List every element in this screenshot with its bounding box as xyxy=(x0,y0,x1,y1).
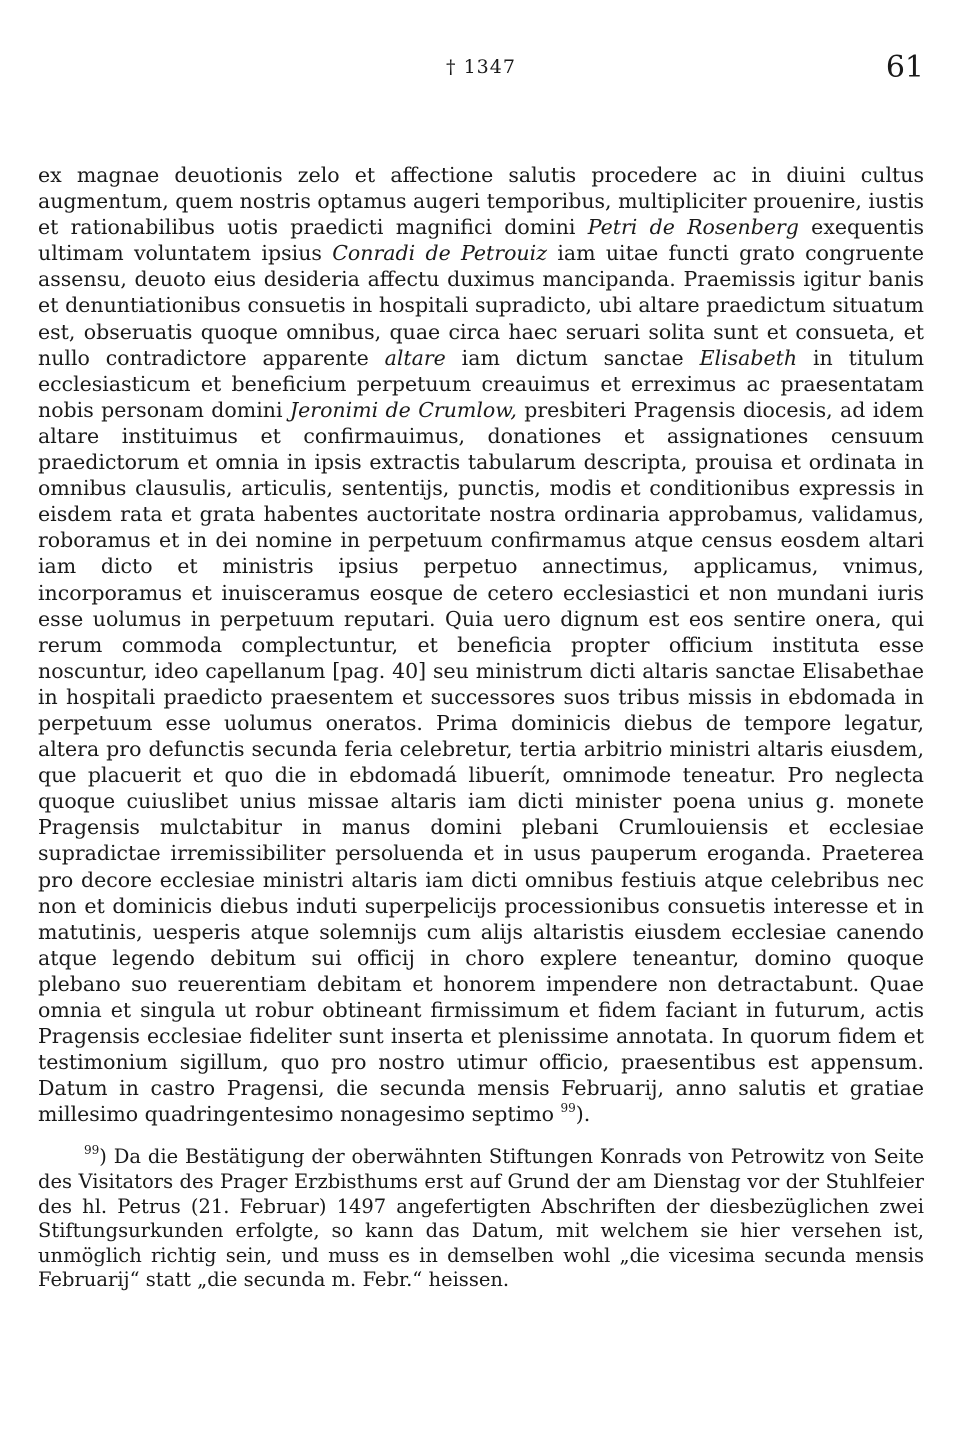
text-run: ). xyxy=(575,1102,591,1127)
footnote-paragraph xyxy=(38,1142,924,1293)
page-header xyxy=(38,50,924,98)
footnote xyxy=(38,1142,924,1293)
main-text xyxy=(38,162,924,1127)
italic-name-elisabeth: Elisabeth xyxy=(699,345,798,370)
book-page xyxy=(38,50,924,1293)
footnote-marker: 99 xyxy=(84,1142,100,1157)
italic-word-altare: altare xyxy=(384,345,446,370)
page-number: 61 xyxy=(885,50,924,85)
text-run: iam uitae functi grato congruente assensu, deuoto eius desideria affectu duximus mancipanda. Praemissis igitur banis et denuntiationibus consuetis in hospitali supradicto, ubi altare praedictum situatum est, obseruatis quoque omnibus, quae circa haec seruari solita sunt et consueta, et nullo contradictore apparente xyxy=(38,241,924,370)
text-run: exequentis ultimam voluntatem ipsius xyxy=(38,215,924,266)
running-head: † 1347 xyxy=(446,56,516,78)
italic-name-conradi: Conradi de Petrouiz xyxy=(332,241,547,266)
text-run: in titulum ecclesiasticum et beneficium perpetuum creauimus et erreximus ac praesentatam nobis personam domini xyxy=(38,345,925,422)
body-paragraph xyxy=(38,162,924,1127)
text-run: iam dictum sanctae xyxy=(445,345,700,370)
italic-name-petri: Petri de Rosenberg xyxy=(587,215,799,240)
text-run: presbiteri Pragensis diocesis, ad idem altare instituimus et confirmauimus, donationes et assignationes censuum praedictorum et omnia in ipsis extractis tabularum descripta, prouisa et ordinata in omnibus clausulis, articulis, sententijs, punctis, modis et conditionibus expressis in eisdem rata et grata habentes auctoritate nostra ordinaria approbamus, validamus, roboramus et in dei nomine in perpetuum confirmamus atque census eosdem altari iam dicto et ministris ipsius perpetuo annectimus, applicamus, vnimus, incorporamus et inuisceramus eosque de cetero ecclesiastici et non mundani iuris esse uolumus in perpetuum reputari. Quia uero dignum est eos sentire onera, qui rerum commoda complectuntur, et beneficia propter officium instituta esse noscuntur, ideo capellanum [pag. 40] seu ministrum dicti altaris sanctae Elisabethae in hospitali praedicto praesentem et successores suos tribus missis in ebdomada in perpetuum esse uolumus oneratos. Prima dominicis diebus de tempore legatur, altera pro defunctis secunda feria celebretur, tertia arbitrio ministri altaris eiusdem, que placuerit et quo die in ebdomadá libuerít, omnimode teneatur. Pro neglecta quoque cuiuslibet unius missae altaris iam dicti minister poena unius g. monete Pragensis mulctabitur in manus domini plebani Crumlouiensis et ecclesiae supradictae irremissibiliter persoluenda et in usus pauperum eroganda. Praeterea pro decore ecclesiae ministri altaris iam dicti omnibus festiuis atque celebribus nec non et dominicis diebus induti superpelicijs processionibus consuetis interesse et in matutinis, uesperis atque solemnijs cum alijs altaristis eiusdem ecclesiae canendo atque legendo debitum sui officij in choro explere teneantur, domino quoque plebano suo reuerentiam debitam et honorem impendere non detractabunt. Quae omnia et singula ut robur obtineant firmissimum et fidem faciant in futurum, actis Pragensis ecclesiae fideliter sunt inserta et plenissime annotata. In quorum fidem et testimonium sigillum, quo pro nostro utimur officio, praesentibus est appensum. Datum in castro Pragensi, die secunda mensis Februarij, anno salutis et gratiae millesimo quadringentesimo nonagesimo septimo xyxy=(38,397,924,1127)
footnote-text: ) Da die Bestätigung der oberwähnten Stiftungen Konrads von Petrowitz von Seite des Visitators des Prager Erzbisthums erst auf Grund der am Dienstag vor der Stuhlfeier des hl. Petrus (21. Februar) 1497 angefertigten Abschriften der diesbezüglichen zwei Stiftungsurkunden erfolgte, so kann das Datum, mit welchem sie hier versehen ist, unmöglich richtig sein, und muss es in demselben wohl „die vicesima secunda mensis Februarij“ statt „die secunda m. Febr.“ heissen. xyxy=(38,1145,924,1292)
text-run: ex magnae deuotionis zelo et affectione salutis procedere ac in diuini cultus augmentum, quem nostris optamus augeri temporibus, multipliciter prouenire, iustis et rationabilibus uotis praedicti magnifici domini xyxy=(38,163,924,240)
italic-name-jeronimi: Jeronimi de Crumlow, xyxy=(289,397,517,422)
footnote-reference: 99 xyxy=(560,1100,576,1115)
